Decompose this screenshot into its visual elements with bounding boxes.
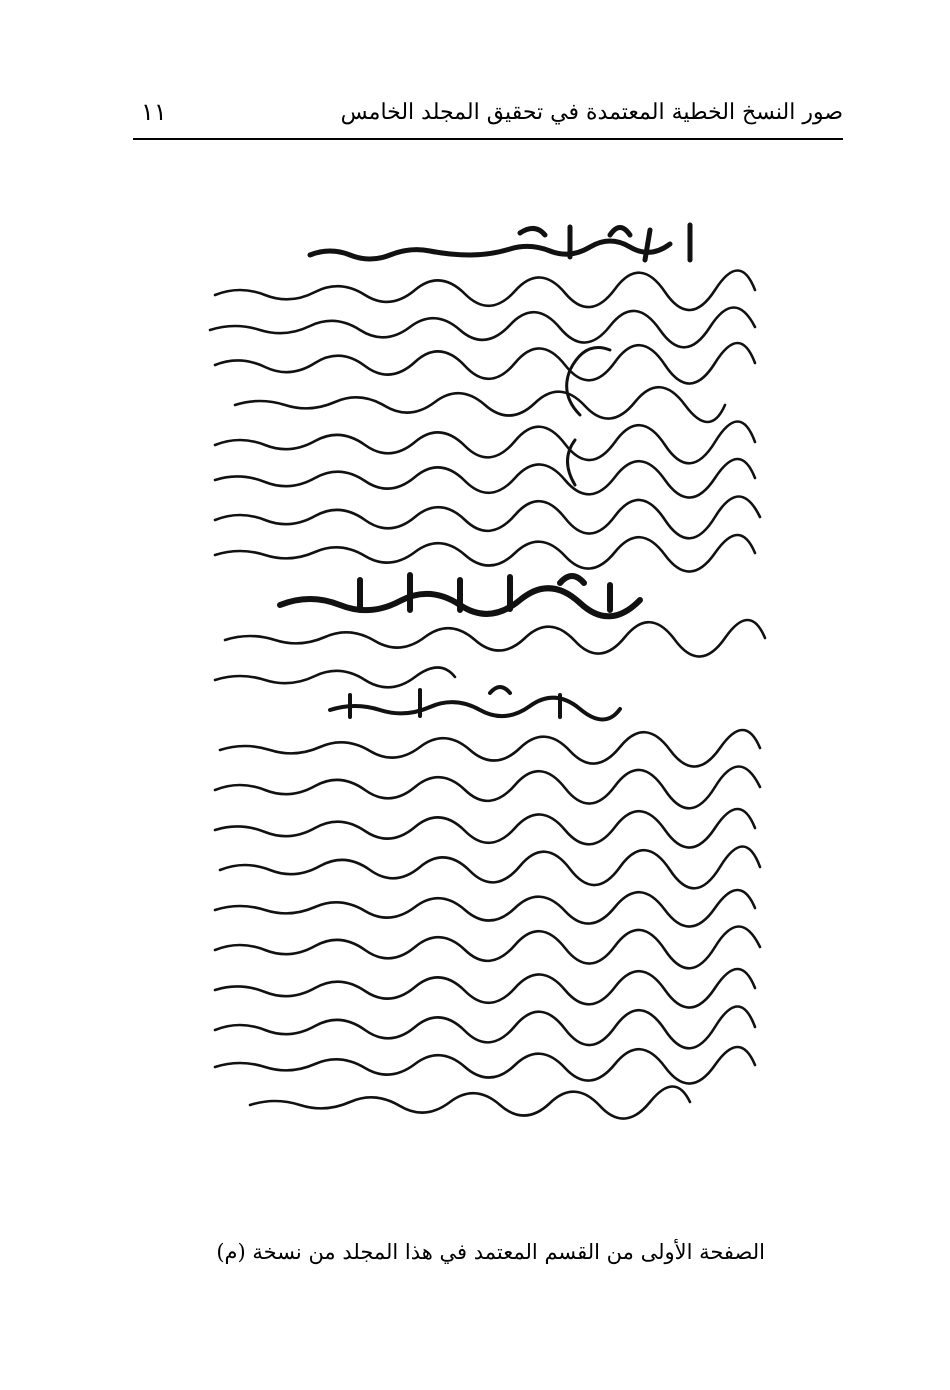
page-header	[133, 92, 843, 142]
manuscript-text-lines	[210, 271, 760, 572]
manuscript-heading-2	[280, 575, 640, 616]
manuscript-image	[190, 205, 770, 1155]
manuscript-margin-marks	[567, 348, 610, 486]
page-number: ١١	[141, 98, 167, 126]
manuscript-heading-1	[310, 225, 690, 260]
manuscript-text-lines-3	[215, 730, 760, 1119]
manuscript-heading-3	[330, 687, 620, 720]
running-header-title: صور النسخ الخطية المعتمدة في تحقيق المجلد الخامس	[340, 100, 843, 125]
header-rule	[133, 138, 843, 140]
manuscript-text-lines-2	[215, 620, 765, 687]
figure-caption: الصفحة الأولى من القسم المعتمد في هذا المجلد من نسخة (م)	[216, 1240, 765, 1264]
manuscript-handwriting	[190, 205, 770, 1155]
